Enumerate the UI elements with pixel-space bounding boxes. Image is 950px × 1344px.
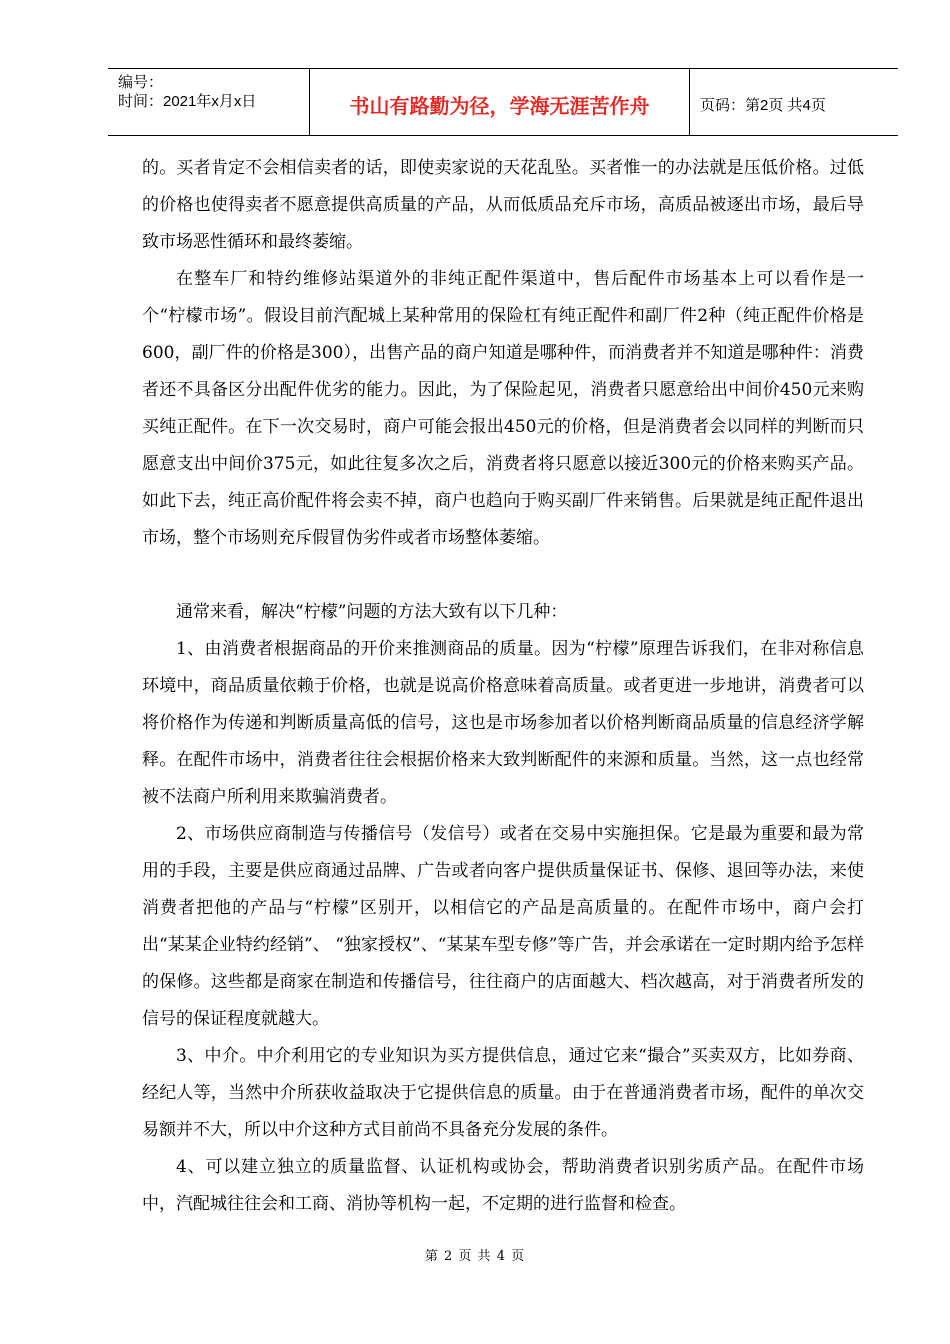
document-body (142, 150, 864, 1223)
header-page-label: 页码：第2页 共4页 (700, 96, 826, 114)
paragraph: 2、市场供应商制造与传播信号（发信号）或者在交易中实施担保。它是最为重要和最为常用的手段，主要是供应商通过品牌、广告或者向客户提供质量保证书、保修、退回等办法，来使消费者把他的产品与“柠檬”区别开，以相信它的产品是高质量的。在配件市场中，商户会打出“某某企业特约经销”、 “独家授权”、“某某车型专修”等广告，并会承诺在一定时期内给予怎样的保修。这些都是商家在制造和传播信号，往往商户的店面越大、档次越高，对于消费者所发的信号的保证程度就越大。 (142, 824, 864, 1029)
document-date-label: 时间：2021年x月x日 (118, 93, 257, 110)
paragraph: 通常来看，解决“柠檬”问题的方法大致有以下几种： (176, 602, 568, 622)
paragraph: 4、可以建立独立的质量监督、认证机构或协会，帮助消费者识别劣质产品。在配件市场中，汽配城往往会和工商、消协等机构一起，不定期的进行监督和检查。 (142, 1157, 864, 1214)
header-meta (108, 69, 310, 135)
document-number-label: 编号： (118, 74, 164, 91)
paragraph: 1、由消费者根据商品的开价来推测商品的质量。因为“柠檬”原理告诉我们，在非对称信息环境中，商品质量依赖于价格，也就是说高价格意味着高质量。或者更进一步地讲，消费者可以将价格作为传递和判断质量高低的信号，这也是市场参加者以价格判断商品质量的信息经济学解释。在配件市场中，消费者往往会根据价格来大致判断配件的来源和质量。当然，这一点也经常被不法商户所利用来欺骗消费者。 (142, 639, 864, 807)
paragraph: 3、中介。中介利用它的专业知识为买方提供信息，通过它来“撮合”买卖双方，比如券商、经纪人等，当然中介所获收益取决于它提供信息的质量。由于在普通消费者市场，配件的单次交易额并不大，所以中介这种方式目前尚不具备充分发展的条件。 (142, 1046, 864, 1140)
page-header (108, 68, 898, 136)
paragraph: 的。买者肯定不会相信卖者的话，即使卖家说的天花乱坠。买者惟一的办法就是压低价格。过低的价格也使得卖者不愿意提供高质量的产品，从而低质品充斥市场，高质品被逐出市场，最后导致市场恶性循环和最终萎缩。 (142, 158, 864, 252)
header-motto: 书山有路勤为径，学海无涯苦作舟 (310, 69, 690, 135)
paragraph: 在整车厂和特约维修站渠道外的非纯正配件渠道中，售后配件市场基本上可以看作是一个“柠檬市场”。假设目前汽配城上某种常用的保险杠有纯正配件和副厂件2种（纯正配件价格是600，副厂件的价格是300），出售产品的商户知道是哪种件，而消费者并不知道是哪种件：消费者还不具备区分出配件优劣的能力。因此，为了保险起见，消费者只愿意给出中间价450元来购买纯正配件。在下一次交易时，商户可能会报出450元的价格，但是消费者会以同样的判断而只愿意支出中间价375元，如此往复多次之后，消费者将只愿意以接近300元的价格来购买产品。如此下去，纯正高价配件将会卖不掉，商户也趋向于购买副厂件来销售。后果就是纯正配件退出市场，整个市场则充斥假冒伪劣件或者市场整体萎缩。 (142, 269, 864, 548)
paragraph-spacer (142, 557, 864, 594)
page-footer: 第 2 页 共 4 页 (424, 1249, 526, 1264)
